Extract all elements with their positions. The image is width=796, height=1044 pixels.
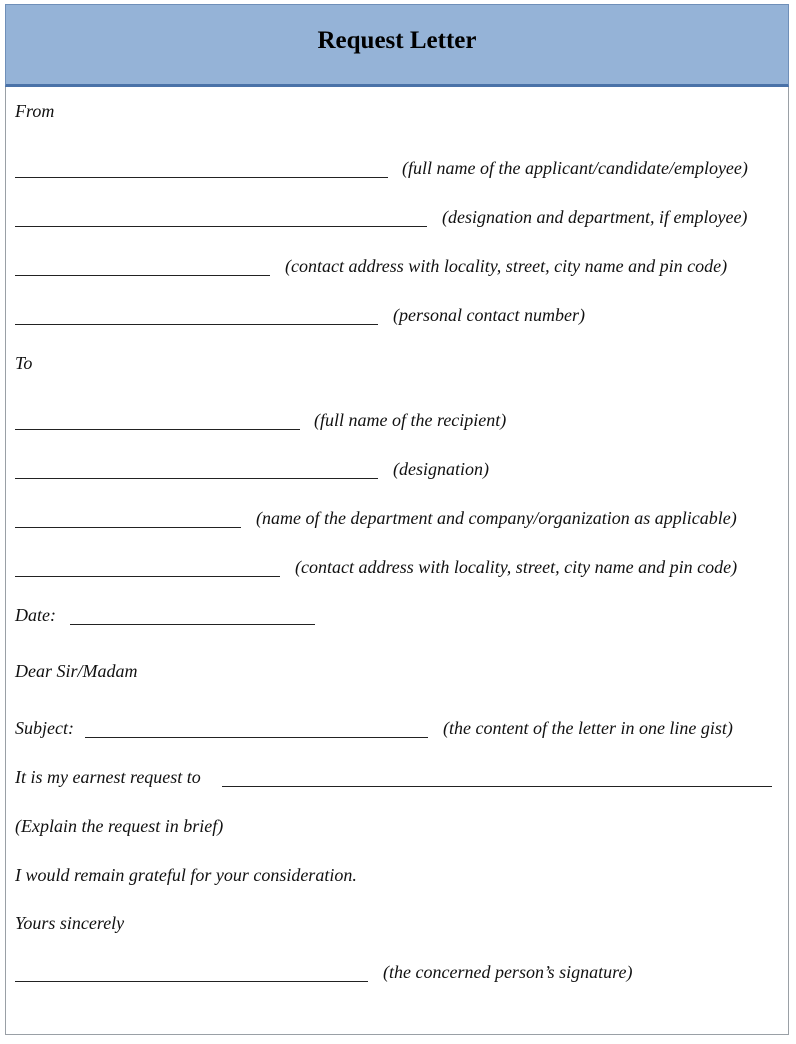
recipient-name-hint: (full name of the recipient) — [314, 410, 507, 430]
applicant-designation-hint: (designation and department, if employee) — [442, 207, 748, 227]
recipient-designation-field[interactable] — [15, 478, 378, 479]
recipient-department-hint: (name of the department and company/organization as applicable) — [256, 508, 737, 528]
subject-hint: (the content of the letter in one line gist) — [443, 718, 733, 738]
applicant-designation-field[interactable] — [15, 226, 427, 227]
page-title: Request Letter — [317, 26, 477, 54]
applicant-phone-hint: (personal contact number) — [393, 305, 585, 325]
subject-field[interactable] — [85, 737, 428, 738]
recipient-name-field[interactable] — [15, 429, 300, 430]
to-label: To — [15, 353, 33, 373]
salutation: Dear Sir/Madam — [15, 661, 138, 681]
request-label: It is my earnest request to — [15, 767, 201, 787]
subject-label: Subject: — [15, 718, 74, 738]
recipient-address-hint: (contact address with locality, street, city name and pin code) — [295, 557, 738, 577]
applicant-address-field[interactable] — [15, 275, 270, 276]
date-field[interactable] — [70, 624, 315, 625]
grateful-text: I would remain grateful for your consideration. — [15, 865, 357, 885]
applicant-phone-field[interactable] — [15, 324, 378, 325]
applicant-name-field[interactable] — [15, 177, 388, 178]
request-field[interactable] — [222, 786, 772, 787]
signature-hint: (the concerned person’s signature) — [383, 962, 633, 982]
recipient-address-field[interactable] — [15, 576, 280, 577]
applicant-address-hint: (contact address with locality, street, city name and pin code) — [285, 256, 728, 276]
recipient-department-field[interactable] — [15, 527, 241, 528]
applicant-name-hint: (full name of the applicant/candidate/employee) — [402, 158, 748, 178]
explain-request-text: (Explain the request in brief) — [15, 816, 224, 836]
date-label: Date: — [15, 605, 56, 625]
recipient-designation-hint: (designation) — [393, 459, 489, 479]
closing-text: Yours sincerely — [15, 913, 125, 933]
from-label: From — [15, 101, 55, 121]
header-bar — [5, 4, 789, 87]
signature-field[interactable] — [15, 981, 368, 982]
